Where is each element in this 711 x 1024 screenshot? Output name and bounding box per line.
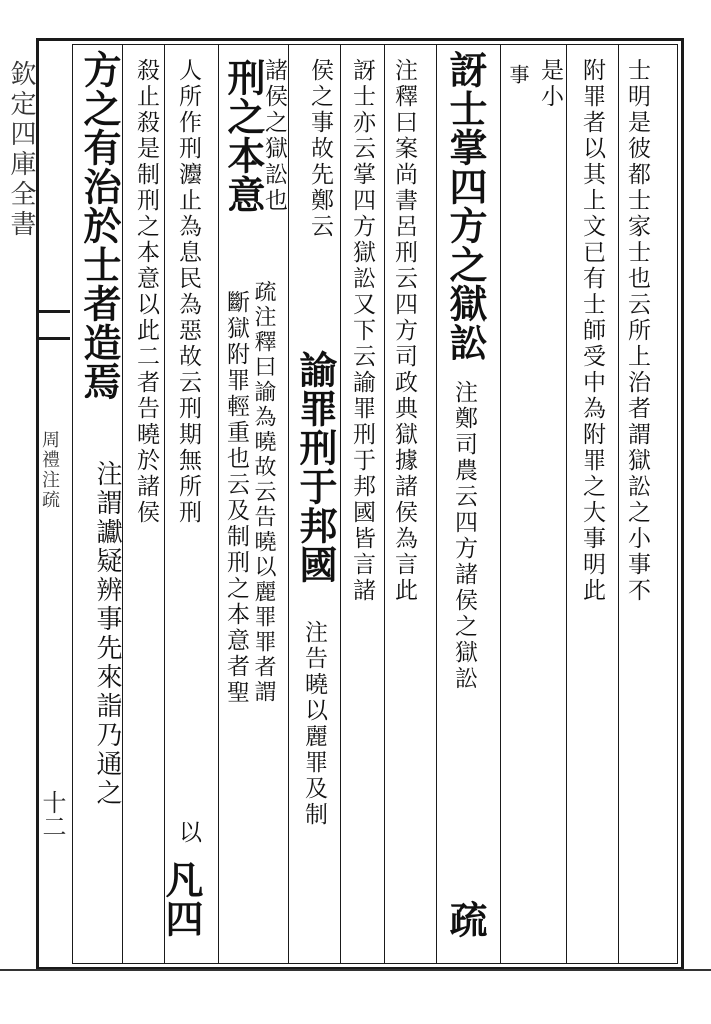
margin-book-series-title: 欽定四庫全書 [6,60,36,240]
main-text: 訝士掌四方之獄訟 [443,50,488,362]
column-rule [164,44,165,964]
commentary-text: 人所作刑灋止為息民為惡故云刑期無所刑 [175,58,201,526]
text-column: 訝士亦云掌四方獄訟又下云諭罪刑于邦國皆言諸 [349,58,375,604]
main-text: 方之有治於士者造焉 [77,50,122,401]
column-rule [618,44,619,964]
commentary-text: 疏注釋曰諭為曉故云告曉以麗罪罪者謂 [251,280,276,705]
column-rule [218,44,219,964]
text-column: 事 [506,64,530,86]
commentary-text: 注謂讞疑辨事先來詣乃通之 [92,460,122,808]
text-column: 斷獄附罪輕重也云及制刑之本意者聖 [223,290,249,706]
main-text: 諭罪刑于邦國 [293,350,338,584]
column-rule [566,44,567,964]
commentary-text: 注鄭司農云四方諸侯之獄訟 [451,380,477,692]
commentary-text: 注告曉以麗罪及制 [301,620,327,828]
column-rule [340,44,341,964]
column-rule [288,44,289,964]
main-text: 刑之本意 [221,58,266,214]
margin-page-number: 十二 [38,790,66,838]
text-column: 是小 [537,58,563,110]
column-rule [384,44,385,964]
text-column: 士明是彼都士家士也云所上治者謂獄訟之小事不 [624,58,650,604]
text-column: 注釋曰案尚書呂刑云四方司政典獄據諸侯為言此 [391,58,417,604]
commentary-text: 以 [175,820,201,846]
main-text: 疏 [443,900,488,939]
bottom-edge [0,969,711,971]
commentary-text: 侯之事故先鄭云 [307,58,333,240]
fish-tail-ornament [38,310,70,340]
column-rule [500,44,501,964]
main-text: 凡四 [159,860,204,938]
margin-book-title: 周禮注疏 [39,430,60,510]
column-rule [122,44,123,964]
text-column: 附罪者以其上文已有士師受中為附罪之大事明此 [579,58,605,604]
text-column: 諸侯之獄訟也 [261,58,287,214]
commentary-text: 殺止殺是制刑之本意以此二者告曉於諸侯 [133,58,159,526]
column-rule [436,44,437,964]
